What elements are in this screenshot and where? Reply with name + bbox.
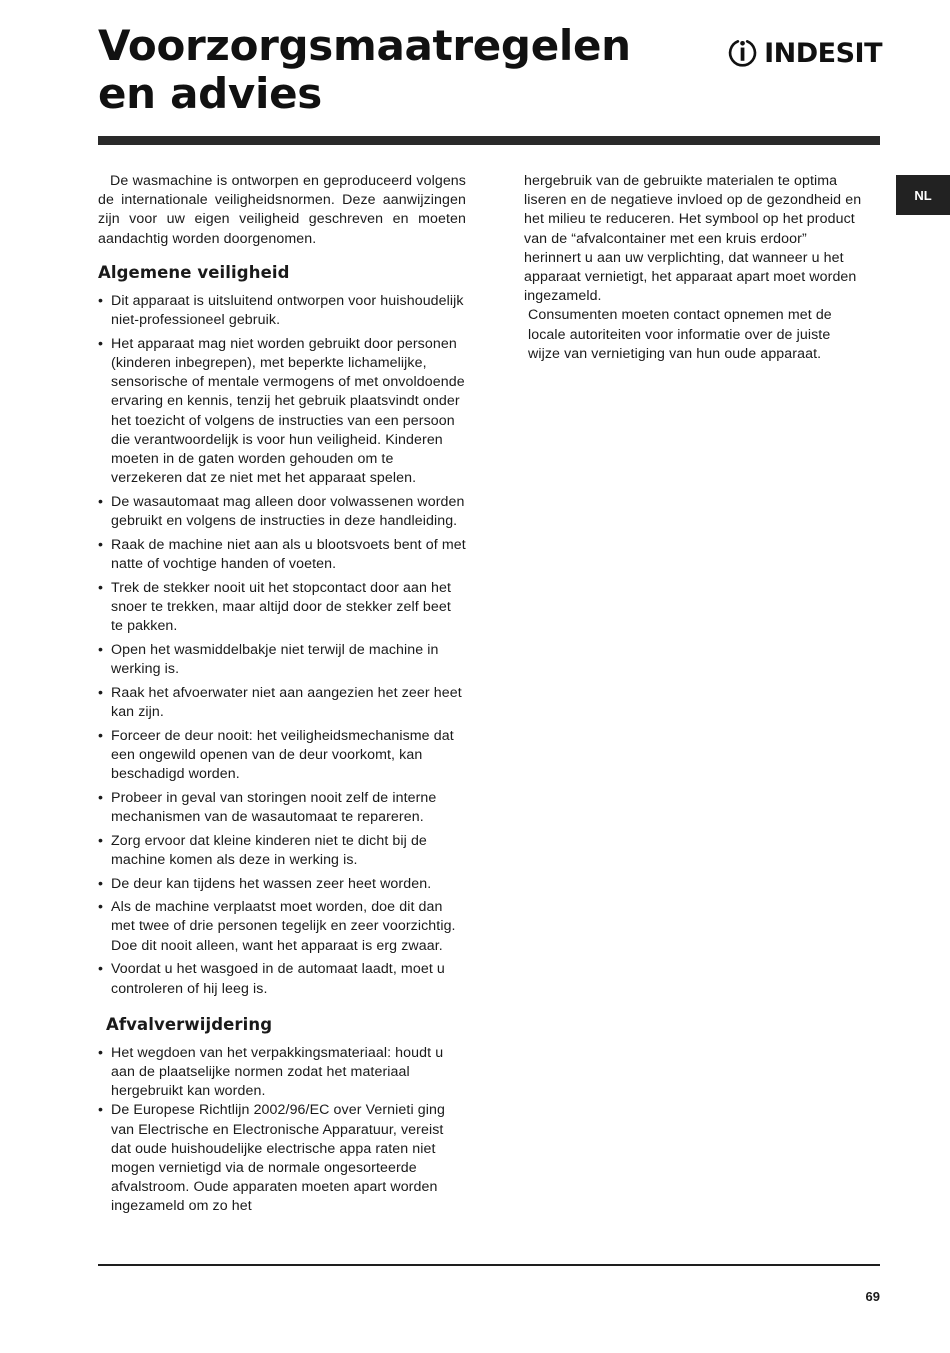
list-item: • Dit apparaat is uitsluitend ontworpen voor huishoudelijk niet-professioneel gebruik. (98, 292, 466, 330)
right-column (524, 172, 864, 364)
consumers-paragraph: Consumenten moeten contact opnemen met de locale autoriteiten voor informatie over de juiste wijze van vernietiging van hun oude apparaat. (528, 307, 832, 362)
brand-name: INDESIT (764, 37, 882, 69)
page-title (98, 22, 631, 118)
list-item: • Probeer in geval van storingen nooit zelf de interne mechanismen van de wasautomaat te repareren. (98, 789, 466, 827)
list-item: • Trek de stekker nooit uit het stopcontact door aan het snoer te trekken, maar altijd door de stekker zelf beet te pakken. (98, 579, 466, 637)
waste-continuation: hergebruik van de gebruikte materialen te optima liseren en de negatieve invloed op de gezondheid en het milieu te reduceren. Het symbool op het product van de “afvalcontainer met een kruis erdoor” herinnert u aan uw verplichting, dat wanneer u het apparaat vernietigt, het apparaat apart moet worden ingezameld. (524, 173, 862, 305)
left-column (98, 172, 466, 1217)
list-item: • Het wegdoen van het verpakkingsmateriaal: houdt u aan de plaatselijke normen zodat het materiaal hergebruikt kan worden. (98, 1044, 466, 1102)
list-item: • Zorg ervoor dat kleine kinderen niet te dicht bij de machine komen als deze in werking is. (98, 832, 466, 870)
page-title-line-1: Voorzorgsmaatregelen (98, 21, 631, 70)
list-item: • De wasautomaat mag alleen door volwassenen worden gebruikt en volgens de instructies in deze handleiding. (98, 493, 466, 531)
page-number: 69 (865, 1289, 880, 1304)
safety-list (98, 292, 466, 999)
header-divider (98, 136, 880, 145)
brand-logo (727, 32, 882, 74)
section-heading-safety: Algemene veiligheid (98, 262, 290, 282)
language-tab: NL (896, 175, 950, 215)
list-item: • De Europese Richtlijn 2002/96/EC over Vernieti ging van Electrische en Electronische Apparatuur, vereist dat oude huishoudelijke electrische appa raten niet mogen vernietigd via de normale ongesorteerde afvalstroom. Oude apparaten moeten apart worden ingezameld om zo het (98, 1101, 466, 1216)
list-item: • Voordat u het wasgoed in de automaat laadt, moet u controleren of hij leeg is. (98, 960, 466, 998)
list-item: • Forceer de deur nooit: het veiligheidsmechanisme dat een ongewild openen van de deur voorkomt, kan beschadigd worden. (98, 727, 466, 785)
list-item: • Het apparaat mag niet worden gebruikt door personen (kinderen inbegrepen), met beperkte lichamelijke, sensorische of mentale vermogens of met onvoldoende ervaring en kennis, tenzij het gebruik plaatsvindt onder het toezicht of volgens de instructies van een persoon die verantwoordelijk is voor hun veiligheid. Kinderen moeten in de gaten worden gehouden om te verzekeren dat ze niet met het apparaat spelen. (98, 335, 466, 489)
footer-divider (98, 1264, 880, 1266)
list-item: • Raak het afvoerwater niet aan aangezien het zeer heet kan zijn. (98, 684, 466, 722)
intro-paragraph: De wasmachine is ontworpen en geproduceerd volgens de internationale veiligheidsnormen. Deze aanwijzingen zijn voor uw eigen veiligheid geschreven en moeten aandachtig worden doorgenomen. (98, 173, 466, 247)
page-title-line-2: en advies (98, 69, 322, 118)
section-heading-waste: Afvalverwijdering (106, 1014, 273, 1034)
list-item: • Open het wasmiddelbakje niet terwijl de machine in werking is. (98, 641, 466, 679)
indesit-circle-i-icon (727, 33, 758, 73)
list-item: • De deur kan tijdens het wassen zeer heet worden. (98, 875, 466, 894)
list-item: • Als de machine verplaatst moet worden, doe dit dan met twee of drie personen tegelijk en zeer voorzichtig. Doe dit nooit alleen, want het apparaat is erg zwaar. (98, 898, 466, 956)
list-item: • Raak de machine niet aan als u blootsvoets bent of met natte of vochtige handen of voeten. (98, 536, 466, 574)
waste-list (98, 1044, 466, 1217)
